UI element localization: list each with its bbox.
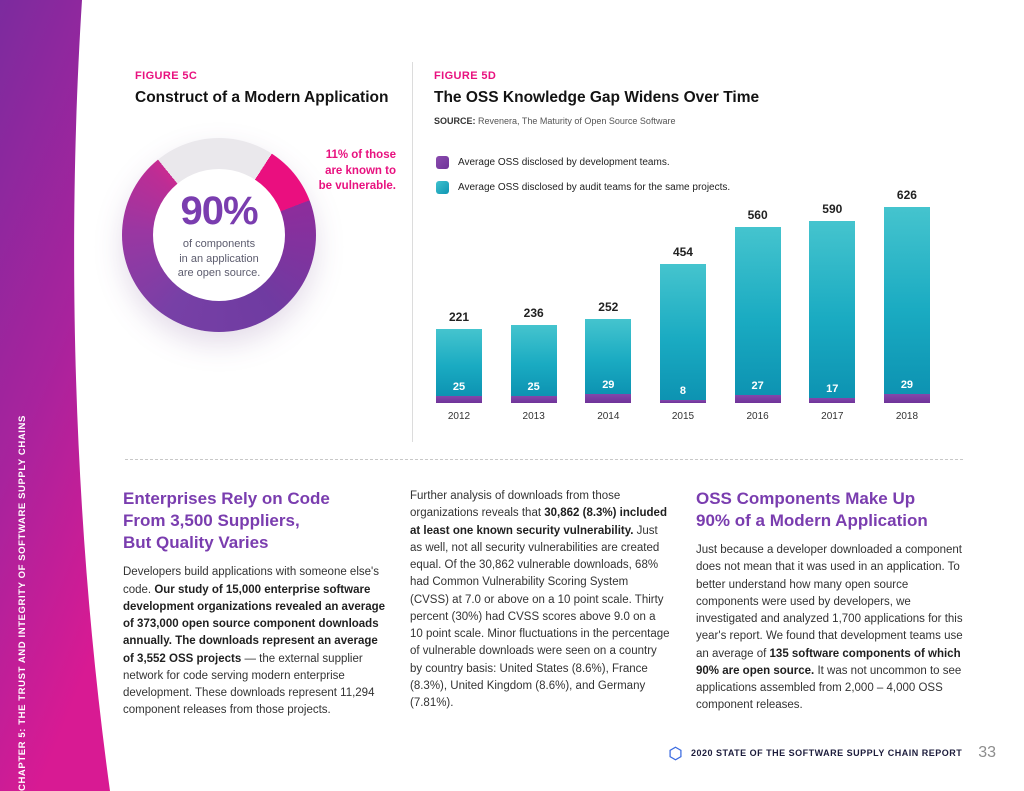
- figure-5c-section: [135, 70, 405, 107]
- bar-segment-dev: [884, 394, 930, 403]
- bar-segment-dev: [585, 394, 631, 403]
- bar-year-label: 2016: [746, 411, 769, 422]
- bar-dev-value-label: 29: [602, 379, 615, 392]
- bar-group: [735, 200, 781, 422]
- bar-segment-audit: [585, 319, 631, 395]
- bar-dev-value-label: 27: [751, 379, 764, 392]
- bar-year-label: 2014: [597, 411, 620, 422]
- bar-group: [660, 200, 706, 422]
- bar-dev-value-label: 25: [527, 380, 540, 393]
- bar-dev-value-label: 8: [679, 385, 687, 397]
- article-body: Just because a developer downloaded a component does not mean that it was used in an application. To better understand how many open source components were used by developers, we investigated and analyzed 1,700 applications for this year's report. We found that development teams use an average of 135 software components of which 90% are open source. It was not uncommon to see applications assembled from 2,000 – 4,000 OSS component releases.: [696, 544, 963, 712]
- bar-group: [809, 200, 855, 422]
- source-label: SOURCE:: [434, 116, 476, 126]
- bar-group: [436, 200, 482, 422]
- figure-5d-section: [434, 70, 964, 126]
- bar-year-label: 2015: [671, 411, 695, 422]
- article-oss-components-make-up: [696, 488, 964, 715]
- bar-segment-audit: [735, 227, 781, 395]
- bar-total-label: 252: [598, 299, 619, 314]
- bar-year-label: 2018: [895, 411, 919, 422]
- footer-report-title: 2020 STATE OF THE SOFTWARE SUPPLY CHAIN REPORT: [690, 748, 963, 758]
- bar-segment-dev: [660, 400, 706, 403]
- bar-total-label: 454: [672, 244, 693, 259]
- legend-label: Average OSS disclosed by development teams.: [458, 157, 670, 168]
- bar-dev-value-label: 25: [452, 380, 466, 393]
- bar-dev-value-label: 29: [900, 379, 914, 392]
- bar-total-label: 560: [747, 207, 768, 222]
- bar-total-label: 626: [896, 187, 917, 202]
- bar-segment-dev: [436, 396, 482, 404]
- article-enterprises-rely-on-code: [123, 488, 391, 720]
- bar-segment-audit: [809, 221, 855, 398]
- vertical-divider: [412, 62, 413, 442]
- page-number: 33: [978, 744, 996, 761]
- legend-swatch-teal-icon: [436, 181, 449, 194]
- bar-segment-audit: [511, 325, 557, 396]
- bar-segment-dev: [809, 398, 855, 403]
- legend-item-dev-teams: [436, 156, 730, 169]
- bar-group: [884, 187, 930, 422]
- bar-segment-audit: [436, 329, 482, 395]
- figure-5d-label: FIGURE 5D: [434, 70, 497, 82]
- figure-5c-label: FIGURE 5C: [135, 70, 198, 82]
- legend-label: Average OSS disclosed by audit teams for the same projects.: [458, 182, 731, 193]
- chapter-vertical-label: CHAPTER 5: THE TRUST AND INTEGRITY OF SOFTWARE SUPPLY CHAINS: [17, 415, 28, 791]
- article-heading: Enterprises Rely on Code From 3,500 Suppliers, But Quality Varies: [123, 489, 330, 553]
- dashed-divider: [125, 459, 963, 460]
- bar-segment-audit: [884, 207, 930, 395]
- donut-center: [153, 169, 285, 301]
- donut-center-caption: of components in an application are open source.: [177, 237, 261, 280]
- bar-dev-value-label: 17: [826, 382, 839, 395]
- bar-group: [511, 200, 557, 422]
- figure-5d-title: The OSS Knowledge Gap Widens Over Time: [434, 89, 760, 106]
- article-body: Further analysis of downloads from those organizations reveals that 30,862 (8.3%) included at least one known security vulnerability. Just as well, not all security vulnerabilities are created equal. Of the 30,862 vulnerable downloads, 68% had Common Vulnerability Scoring System (CVSS) at 7.0 or above on a 10 point scale. Thirty percent (30%) had CVSS scores above 9.0 on a 10 point scale. Minor fluctuations in the percentage of vulnerable downloads were seen on a country by country basis: United States (8.6%), France (8.3%), United Kingdom (8.6%), and Germany (7.81%).: [410, 490, 670, 709]
- page-footer: [668, 744, 996, 762]
- bar-total-label: 221: [448, 310, 470, 325]
- bar-segment-audit: [660, 264, 706, 400]
- bar-year-label: 2017: [821, 411, 844, 422]
- figure-5c-title: Construct of a Modern Application: [135, 89, 389, 106]
- bar-chart-legend: [436, 156, 730, 206]
- source-text: Revenera, The Maturity of Open Source Software: [475, 116, 676, 126]
- donut-center-value: 90%: [180, 188, 258, 233]
- bar-group: [585, 200, 631, 422]
- bar-total-label: 236: [523, 305, 544, 320]
- donut-annotation: 11% of those are known to be vulnerable.: [318, 149, 396, 193]
- article-vulnerability-analysis: [410, 488, 670, 712]
- bar-segment-dev: [735, 395, 781, 403]
- article-heading: OSS Components Make Up 90% of a Modern Application: [696, 489, 928, 531]
- bar-segment-dev: [511, 396, 557, 404]
- bar-year-label: 2012: [447, 411, 471, 422]
- article-body: Developers build applications with someone else's code. Our study of 15,000 enterprise software development organizations revealed an average of 373,000 open source component downloads annually. The downloads represent an average of 3,552 OSS projects — the external supplier network for code serving modern enterprise development. These downloads represent 11,294 component releases from those projects.: [123, 566, 386, 717]
- legend-swatch-purple-icon: [436, 156, 449, 169]
- legend-item-audit-teams: [436, 181, 730, 194]
- figure-5d-source: [434, 116, 964, 126]
- hexagon-logo-icon: [668, 746, 683, 761]
- bar-year-label: 2013: [522, 411, 545, 422]
- bar-total-label: 590: [822, 201, 843, 216]
